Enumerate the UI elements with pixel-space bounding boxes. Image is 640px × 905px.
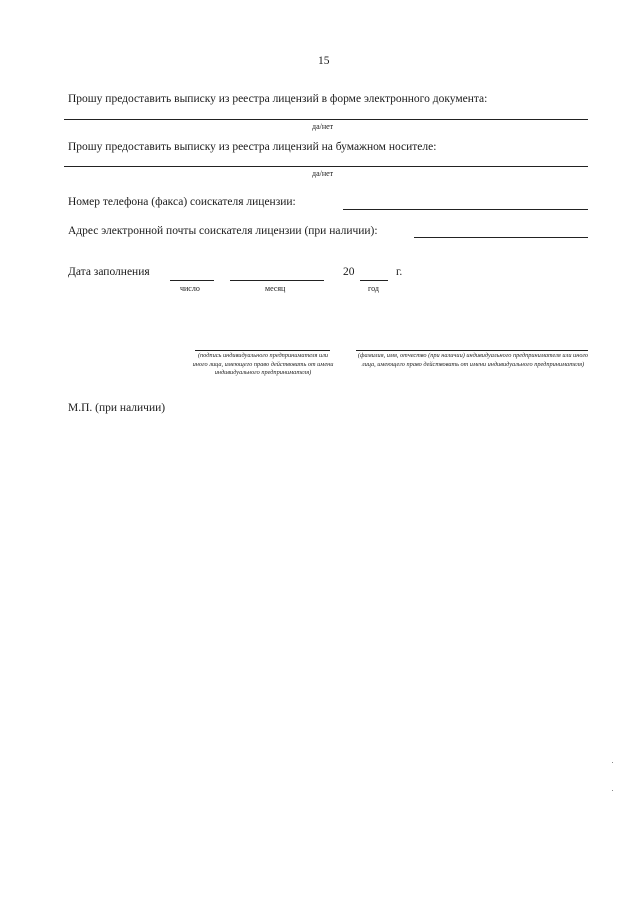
paper-extract-caption: да/нет [312, 169, 334, 178]
scan-speck [612, 762, 613, 763]
phone-label: Номер телефона (факса) соискателя лицензии: [68, 196, 296, 208]
date-year-suffix: г. [396, 266, 403, 278]
paper-extract-text: Прошу предоставить выписку из реестра лицензий на бумажном носителе: [68, 141, 437, 153]
signature-line[interactable] [195, 350, 330, 351]
stamp-label: М.П. (при наличии) [68, 402, 166, 414]
electronic-extract-answer-line[interactable] [64, 119, 588, 120]
phone-field-line[interactable] [343, 209, 588, 210]
email-label: Адрес электронной почты соискателя лицензии (при наличии): [68, 225, 378, 237]
date-day-line[interactable] [170, 280, 214, 281]
email-field-line[interactable] [414, 237, 588, 238]
full-name-line[interactable] [356, 350, 588, 351]
date-month-caption: месяц [265, 284, 286, 293]
date-year-prefix: 20 [343, 266, 355, 278]
date-label: Дата заполнения [68, 266, 150, 278]
signature-caption: (подпись индивидуального предпринимателя или иного лица, имеющего право действовать от имени индивидуального предпринимателя) [192, 352, 334, 377]
paper-extract-answer-line[interactable] [64, 166, 588, 167]
date-year-line[interactable] [360, 280, 388, 281]
date-year-caption: год [368, 284, 379, 293]
electronic-extract-caption: да/нет [312, 122, 334, 131]
date-day-caption: число [180, 284, 200, 293]
page-number: 15 [318, 55, 330, 67]
date-month-line[interactable] [230, 280, 324, 281]
electronic-extract-text: Прошу предоставить выписку из реестра лицензий в форме электронного документа: [68, 93, 488, 105]
full-name-caption: (фамилия, имя, отчество (при наличии) индивидуального предпринимателя или иного лица, имеющего право действовать от имени индивидуального предпринимателя) [357, 352, 589, 368]
scan-speck [612, 790, 613, 791]
